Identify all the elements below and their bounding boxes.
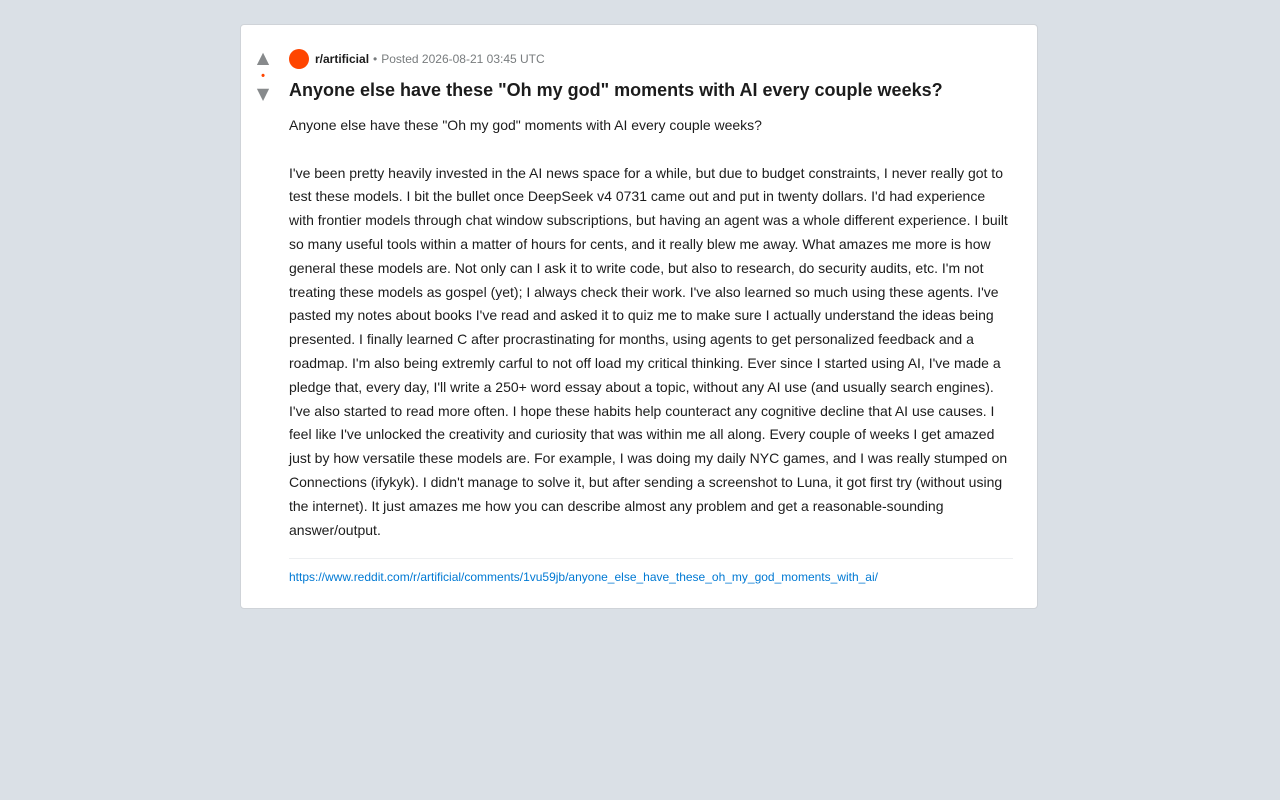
post-footer (289, 558, 1013, 586)
post-meta (289, 49, 1013, 69)
post-timestamp: Posted 2026-08-21 03:45 UTC (381, 52, 545, 66)
post-body: Anyone else have these "Oh my god" moments with AI every couple weeks? I've been pretty heavily invested in the AI news space for a while, but due to budget constraints, I never really got to test these models. I bit the bullet once DeepSeek v4 0731 came out and put in twenty dollars. I'd had experience with frontier models through chat window subscriptions, but having an agent was a whole different experience. I built so many useful tools within a matter of hours for cents, and it really blew me away. What amazes me more is how general these models are. Not only can I ask it to write code, but also to research, do security audits, etc. I'm not treating these models as gospel (yet); I always check their work. I've also learned so much using these agents. I've pasted my notes about books I've read and asked it to quiz me to make sure I actually understand the ideas being presented. I finally learned C after procrastinating for months, using agents to get personalized feedback and a roadmap. I'm also being extremly carful to not off load my critical thinking. Ever since I started using AI, I've made a pledge that, every day, I'll write a 250+ word essay about a topic, without any AI use (and usually search engines). I've also started to read more often. I hope these habits help counteract any cognitive decline that AI use causes. I feel like I've unlocked the creativity and curiosity that was within me all along. Every couple of weeks I get amazed just by how versatile these models are. For example, I was doing my daily NYC games, and I was really stumped on Connections (ifykyk). I didn't manage to solve it, but after sending a screenshot to Luna, it got first try (without using the internet). It just amazes me how you can describe almost any problem and get a reasonable-sounding answer/output. (289, 117, 1008, 538)
post-permalink[interactable]: https://www.reddit.com/r/artificial/comments/1vu59jb/anyone_else_have_these_oh_my_god_moments_with_ai/ (289, 570, 878, 585)
vote-score: • (261, 70, 265, 82)
upvote-arrow-icon[interactable]: ▲ (256, 48, 270, 67)
post-title[interactable]: Anyone else have these "Oh my god" moments with AI every couple weeks? (289, 80, 943, 100)
post-content (289, 25, 1013, 586)
subreddit-link[interactable]: r/artificial (315, 52, 370, 66)
meta-separator: • (373, 52, 378, 66)
subreddit-avatar-icon[interactable] (289, 49, 309, 69)
downvote-arrow-icon[interactable]: ▼ (256, 84, 270, 103)
post-card (240, 24, 1038, 609)
vote-column (253, 49, 273, 103)
